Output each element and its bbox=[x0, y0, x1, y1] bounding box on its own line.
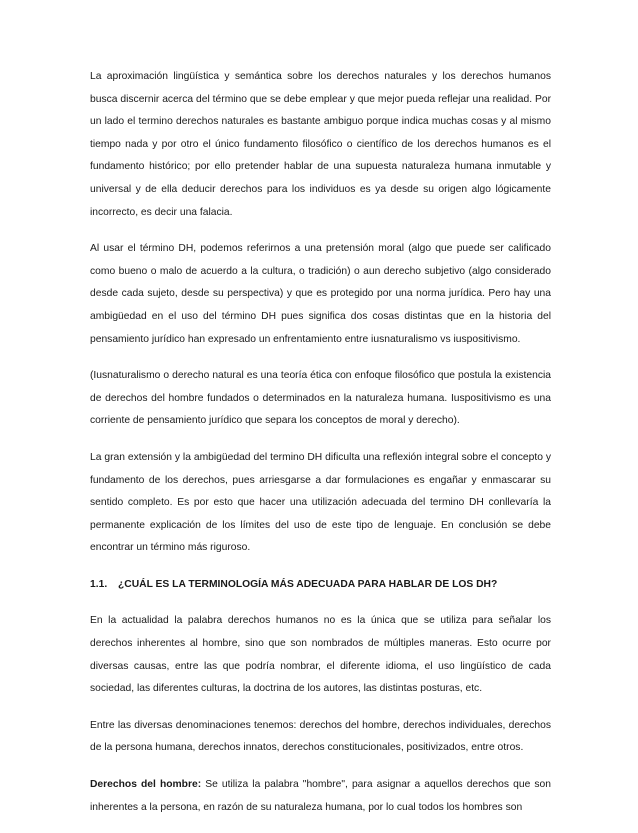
paragraph-3: (Iusnaturalismo o derecho natural es una teoría ética con enfoque filosófico que postula la existencia de derechos del hombre fundados o determinados en la naturaleza humana. Iuspositivismo es una corriente de pensamiento jurídico que separa los conceptos de moral y derecho). bbox=[90, 370, 551, 427]
paragraph-1: La aproximación lingüística y semántica sobre los derechos naturales y los derechos humanos busca discernir acerca del término que se debe emplear y que mejor pueda reflejar una realidad. Por un lado el termino derechos naturales es bastante ambiguo porque indica muchas cosas y al mismo tiempo nada y por otro el único fundamento filosófico o científico de los derechos humanos es el fundamento histórico; por ello pretender hablar de una supuesta naturaleza humana inmutable y universal y de ella deducir derechos para los individuos es ya desde su origen algo lógicamente incorrecto, es decir una falacia. bbox=[90, 71, 551, 218]
section-paragraph-2: Entre las diversas denominaciones tenemos: derechos del hombre, derechos individuales, derechos de la persona humana, derechos innatos, derechos constitucionales, positivizados, entre otros. bbox=[90, 719, 551, 754]
section-title: ¿CUÁL ES LA TERMINOLOGÍA MÁS ADECUADA PARA HABLAR DE LOS DH? bbox=[118, 578, 498, 590]
paragraph-4: La gran extensión y la ambigüedad del termino DH dificulta una reflexión integral sobre el concepto y fundamento de los derechos, pues arriesgarse a dar formulaciones es engañar y enmascarar su sentido completo. Es por esto que hacer una utilización adecuada del termino DH conllevaría la permanente explicación de los límites del uso de este tipo de lenguaje. En conclusión se debe encontrar un término más riguroso. bbox=[90, 451, 551, 554]
definition-paragraph bbox=[90, 774, 551, 819]
section-paragraph-1: En la actualidad la palabra derechos humanos no es la única que se utiliza para señalar los derechos inherentes al hombre, sino que son nombrados de múltiples maneras. Esto ocurre por diversas causas, entre las que podría nombrar, el diferente idioma, el uso lingüístico de cada sociedad, las diferentes culturas, la doctrina de los autores, las distintas posturas, etc. bbox=[90, 615, 551, 695]
definition-text: Se utiliza la palabra "hombre", para asignar a aquellos derechos que son inherentes a la persona, en razón de su naturaleza humana, por lo cual todos los hombres son bbox=[90, 779, 551, 813]
document-page bbox=[90, 66, 551, 833]
definition-term: Derechos del hombre: bbox=[90, 779, 202, 791]
section-heading bbox=[90, 574, 551, 597]
paragraph-2: Al usar el término DH, podemos referirnos a una pretensión moral (algo que puede ser calificado como bueno o malo de acuerdo a la cultura, o tradición) o aun derecho subjetivo (algo considerado desde cada sujeto, desde su perspectiva) y que es protegido por una norma jurídica. Pero hay una ambigüedad en el uso del término DH pues significa dos cosas distintas que en la historia del pensamiento jurídico han expresado un enfrentamiento entre iusnaturalismo vs iuspositivismo. bbox=[90, 243, 551, 345]
section-number: 1.1. bbox=[90, 578, 108, 590]
